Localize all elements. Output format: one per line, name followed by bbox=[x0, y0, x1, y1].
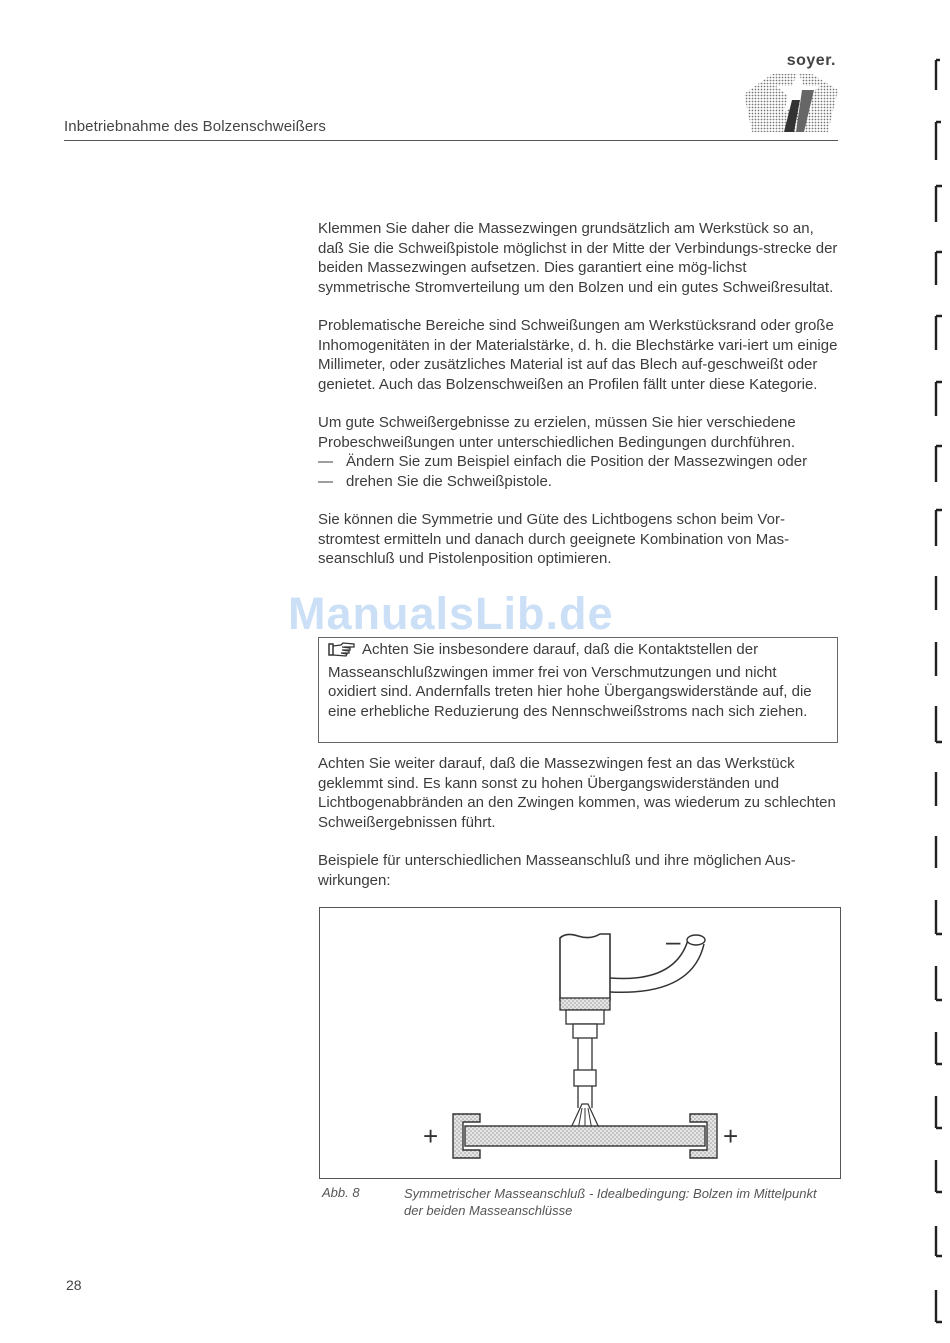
paragraph-5: Achten Sie weiter darauf, daß die Massezwingen fest an das Werkstück geklemmt sind. Es kann sonst zu hohen Übergangswiderständen und Lichtbogenabbränden an den Zwingen kommen, was wiederum zu schlechten Schweißergebnissen führt. bbox=[318, 755, 836, 831]
page-number: 28 bbox=[66, 1277, 82, 1293]
gun-adapter bbox=[573, 1024, 597, 1038]
note-text: Achten Sie insbesondere darauf, daß die Kontaktstellen der Masseanschlußzwingen immer frei von Verschmutzungen und nicht oxidiert sind. Andernfalls treten hier hohe Übergangswiderstände auf, die eine erhebliche Reduzierung des Nennschweißstroms nach sich ziehen. bbox=[328, 641, 812, 720]
dash-item-text: Ändern Sie zum Beispiel einfach die Position der Massezwingen oder bbox=[346, 453, 808, 470]
note-box bbox=[318, 637, 838, 743]
paragraph-3-block bbox=[318, 413, 840, 491]
pointing-hand-icon bbox=[328, 641, 356, 663]
paragraph-2: Problematische Bereiche sind Schweißungen am Werkstücksrand oder große Inhomogenitäten in der Materialstärke, d. h. die Blechstärke vari-iert um einige Millimeter, oder zusätzliches Material ist auf das Blech auf-geschweißt oder genietet. Auch das Bolzenschweißen an Profilen fällt unter diese Kategorie. bbox=[318, 317, 838, 393]
paragraph-4: Sie können die Symmetrie und Güte des Lichtbogens schon beim Vor-stromtest ermitteln und danach durch geeignete Kombination von Mas-seanschluß und Pistolenposition optimieren. bbox=[318, 511, 790, 567]
dash-item-text: drehen Sie die Schweißpistole. bbox=[346, 472, 552, 490]
plus-label-left: + bbox=[423, 1121, 439, 1151]
header-rule bbox=[64, 140, 838, 141]
body-text-lower bbox=[318, 754, 840, 909]
welding-gun-diagram bbox=[320, 908, 840, 1178]
register-tab-marks bbox=[928, 0, 950, 1343]
paragraph-3: Um gute Schweißergebnisse zu erzielen, müssen Sie hier verschiedene Probeschweißungen unter unterschiedlichen Bedingungen durchführen. bbox=[318, 414, 796, 451]
logo-star-icon bbox=[742, 70, 842, 134]
body-text-upper bbox=[318, 219, 840, 588]
figure-caption-text: Symmetrischer Masseanschluß - Idealbedingung: Bolzen im Mittelpunkt der beiden Masseanschlüsse bbox=[404, 1186, 817, 1218]
dash-marker: — bbox=[318, 472, 333, 490]
cable-end bbox=[687, 935, 705, 945]
paragraph-1: Klemmen Sie daher die Massezwingen grundsätzlich am Werkstück so an, daß Sie die Schweißpistole möglichst in der Mitte der Verbindungs-strecke der beiden Massezwingen aufsetzen. Dies garantiert eine mög-lichst symmetrische Stromverteilung um den Bolzen und ein gutes Schweißresultat. bbox=[318, 220, 838, 296]
gun-nut bbox=[566, 1010, 604, 1024]
watermark: ManualsLib.de bbox=[288, 588, 614, 639]
gun-body bbox=[560, 934, 610, 1000]
logo-text: soyer. bbox=[786, 52, 836, 69]
gun-collar bbox=[560, 998, 610, 1010]
figure-abb-8 bbox=[319, 907, 841, 1179]
minus-label: – bbox=[666, 926, 681, 956]
page-header-title: Inbetriebnahme des Bolzenschweißers bbox=[64, 118, 326, 135]
dash-item bbox=[318, 472, 840, 492]
plus-label-right: + bbox=[723, 1121, 739, 1151]
dash-marker: — bbox=[318, 453, 333, 470]
figure-caption-label: Abb. 8 bbox=[322, 1185, 360, 1200]
workpiece bbox=[465, 1126, 705, 1146]
cable-inner bbox=[610, 944, 704, 992]
soyer-logo bbox=[742, 52, 842, 134]
paragraph-6: Beispiele für unterschiedlichen Masseanschluß und ihre möglichen Aus-wirkungen: bbox=[318, 852, 796, 889]
dash-item bbox=[318, 452, 840, 472]
stud-holder bbox=[574, 1070, 596, 1086]
